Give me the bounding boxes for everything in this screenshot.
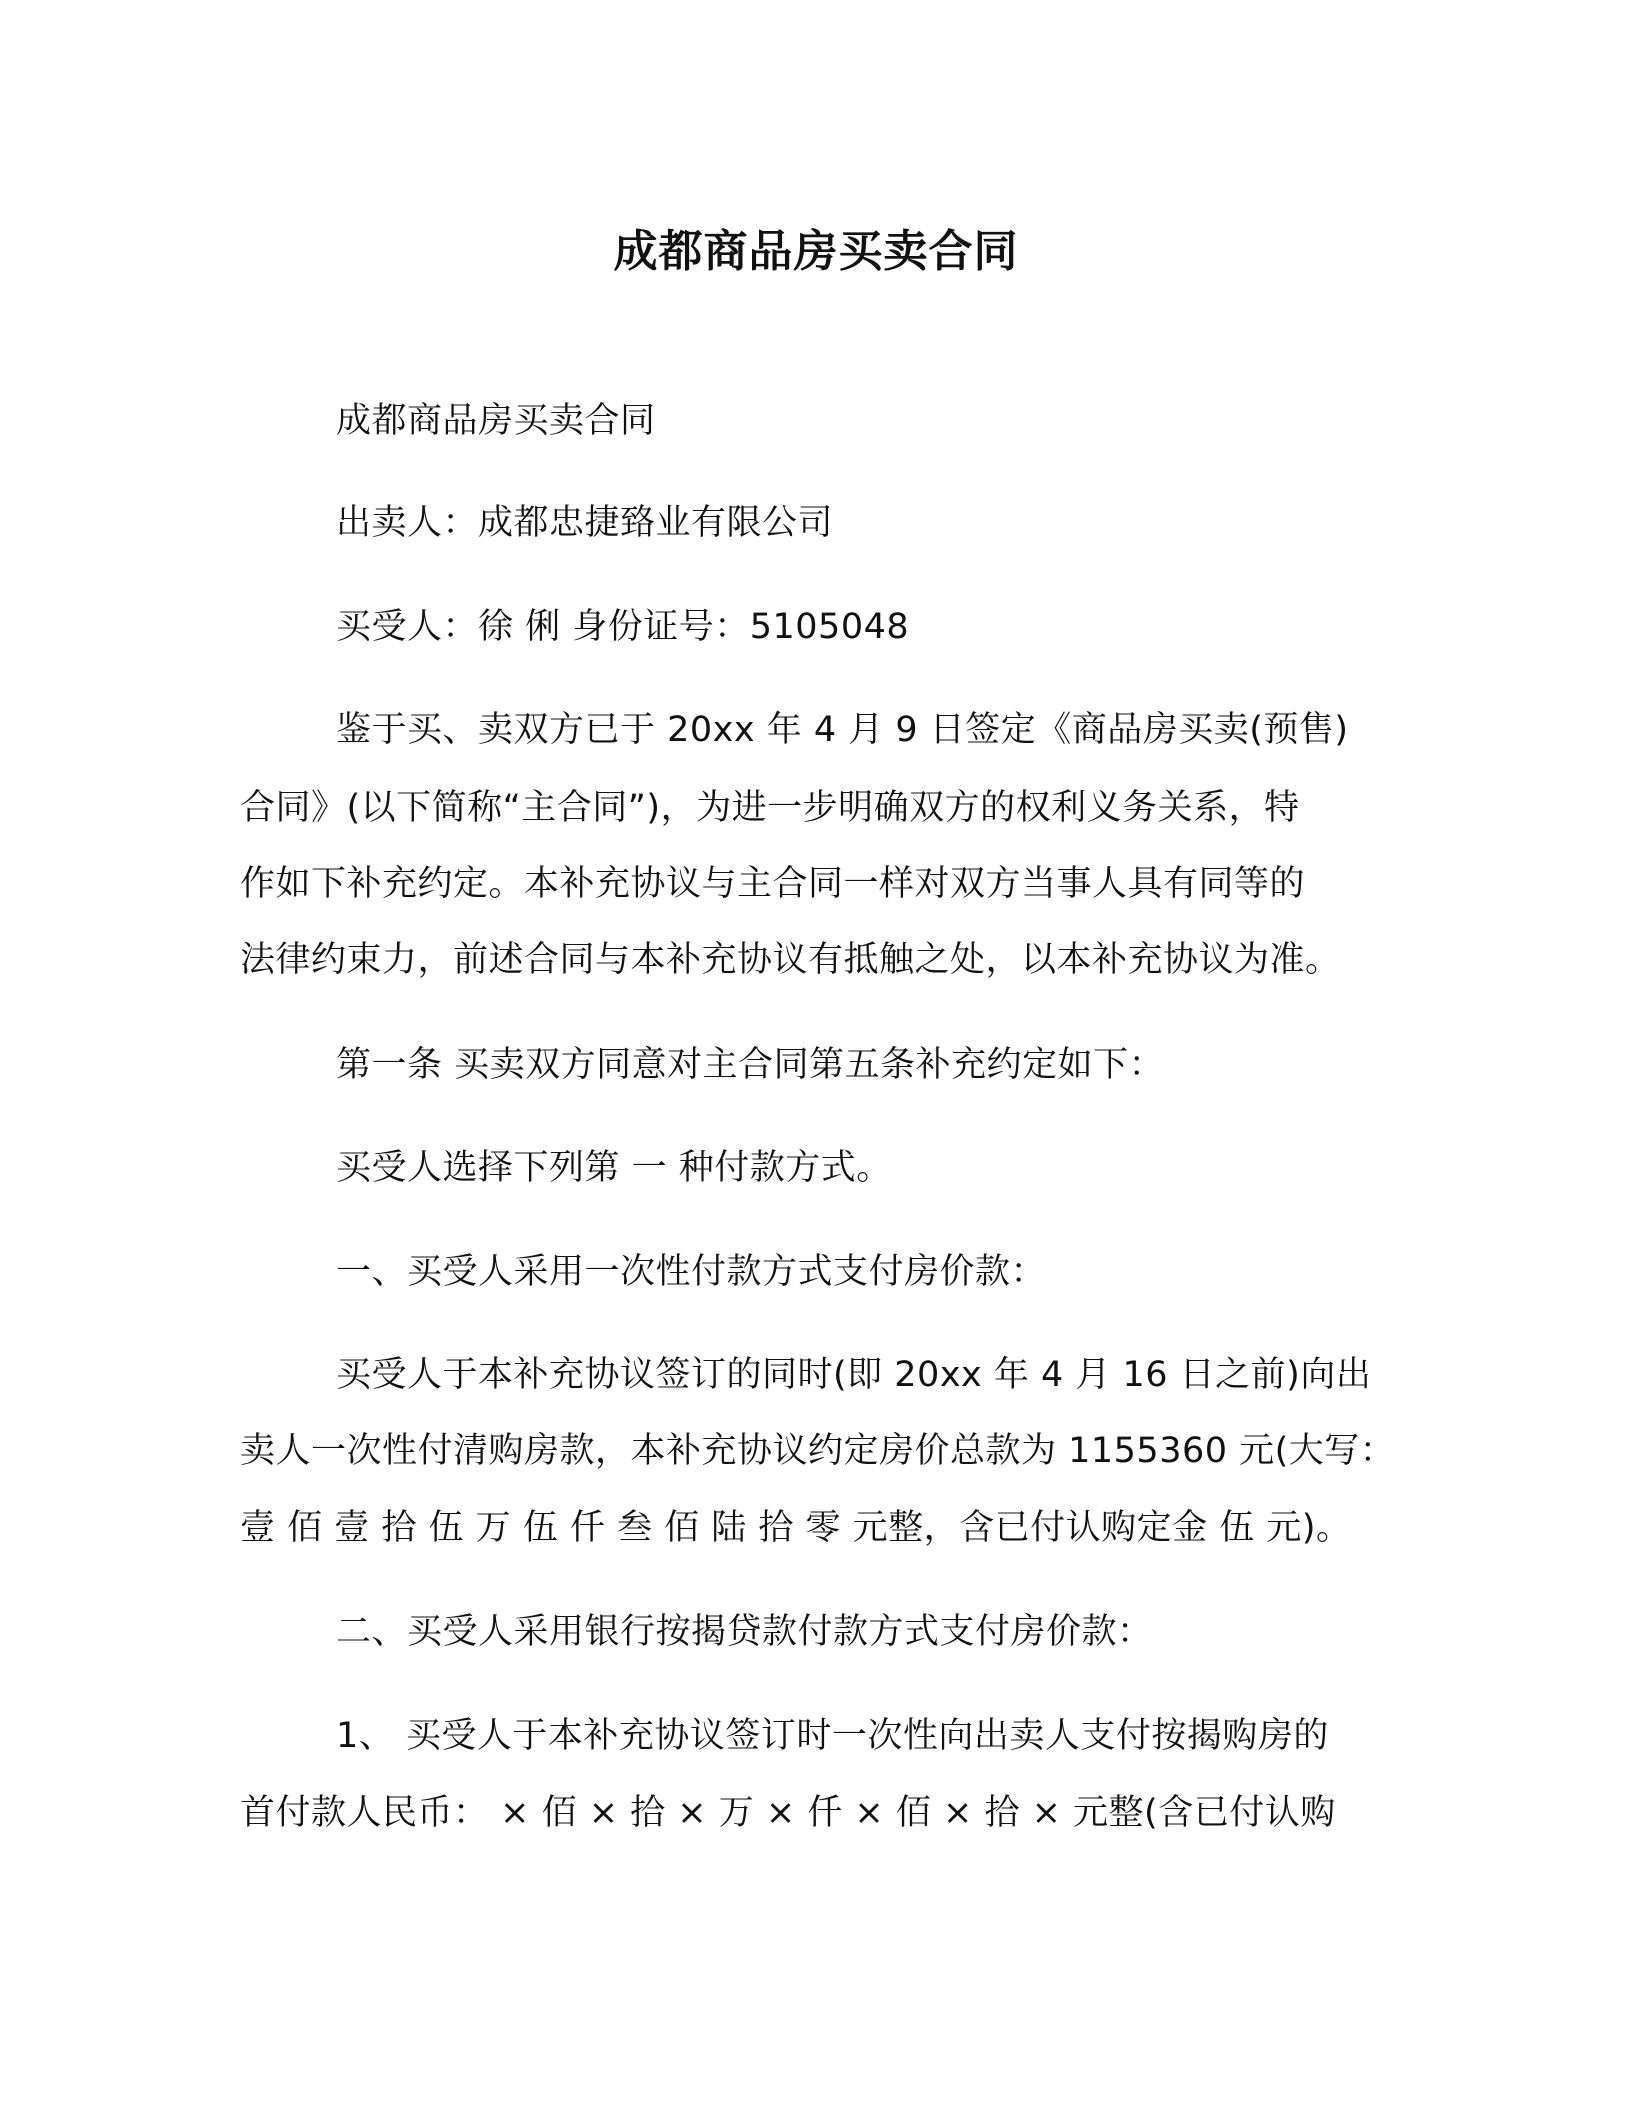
- subtitle-line: 成都商品房买卖合同: [336, 401, 656, 441]
- document-title: 成都商品房买卖合同: [613, 226, 1019, 277]
- preamble-line-2: 合同》(以下简称“主合同”)，为进一步明确双方的权利义务关系，特: [240, 788, 1300, 828]
- option-one-line-1: 买受人于本补充协议签订的同时(即 20xx 年 4 月 16 日之前)向出: [336, 1355, 1372, 1395]
- preamble-line-4: 法律约束力，前述合同与本补充协议有抵触之处，以本补充协议为准。: [240, 940, 1341, 980]
- option-one-heading: 一、买受人采用一次性付款方式支付房价款：: [336, 1252, 1047, 1292]
- buyer-line: 买受人：徐 俐 身份证号：5105048: [336, 607, 910, 647]
- seller-line: 出卖人：成都忠捷臵业有限公司: [336, 503, 834, 543]
- preamble-line-3: 作如下补充约定。本补充协议与主合同一样对双方当事人具有同等的: [240, 864, 1306, 904]
- option-one-line-3: 壹 佰 壹 拾 伍 万 伍 仟 叁 佰 陆 拾 零 元整，含已付认购定金 伍 元)。: [240, 1508, 1352, 1548]
- payment-choice-line: 买受人选择下列第 一 种付款方式。: [336, 1148, 892, 1188]
- option-one-line-2: 卖人一次性付清购房款，本补充协议约定房价总款为 1155360 元(大写：: [240, 1431, 1396, 1471]
- option-two-item-1-line-1: 1、 买受人于本补充协议签订时一次性向出卖人支付按揭购房的: [336, 1716, 1329, 1756]
- option-two-heading: 二、买受人采用银行按揭贷款付款方式支付房价款：: [336, 1612, 1153, 1652]
- option-two-item-1-line-2: 首付款人民币： × 佰 × 拾 × 万 × 仟 × 佰 × 拾 × 元整(含已付认购: [240, 1793, 1336, 1833]
- article-one-heading: 第一条 买卖双方同意对主合同第五条补充约定如下：: [336, 1045, 1165, 1085]
- preamble-line-1: 鉴于买、卖双方已于 20xx 年 4 月 9 日签定《商品房买卖(预售): [336, 710, 1349, 750]
